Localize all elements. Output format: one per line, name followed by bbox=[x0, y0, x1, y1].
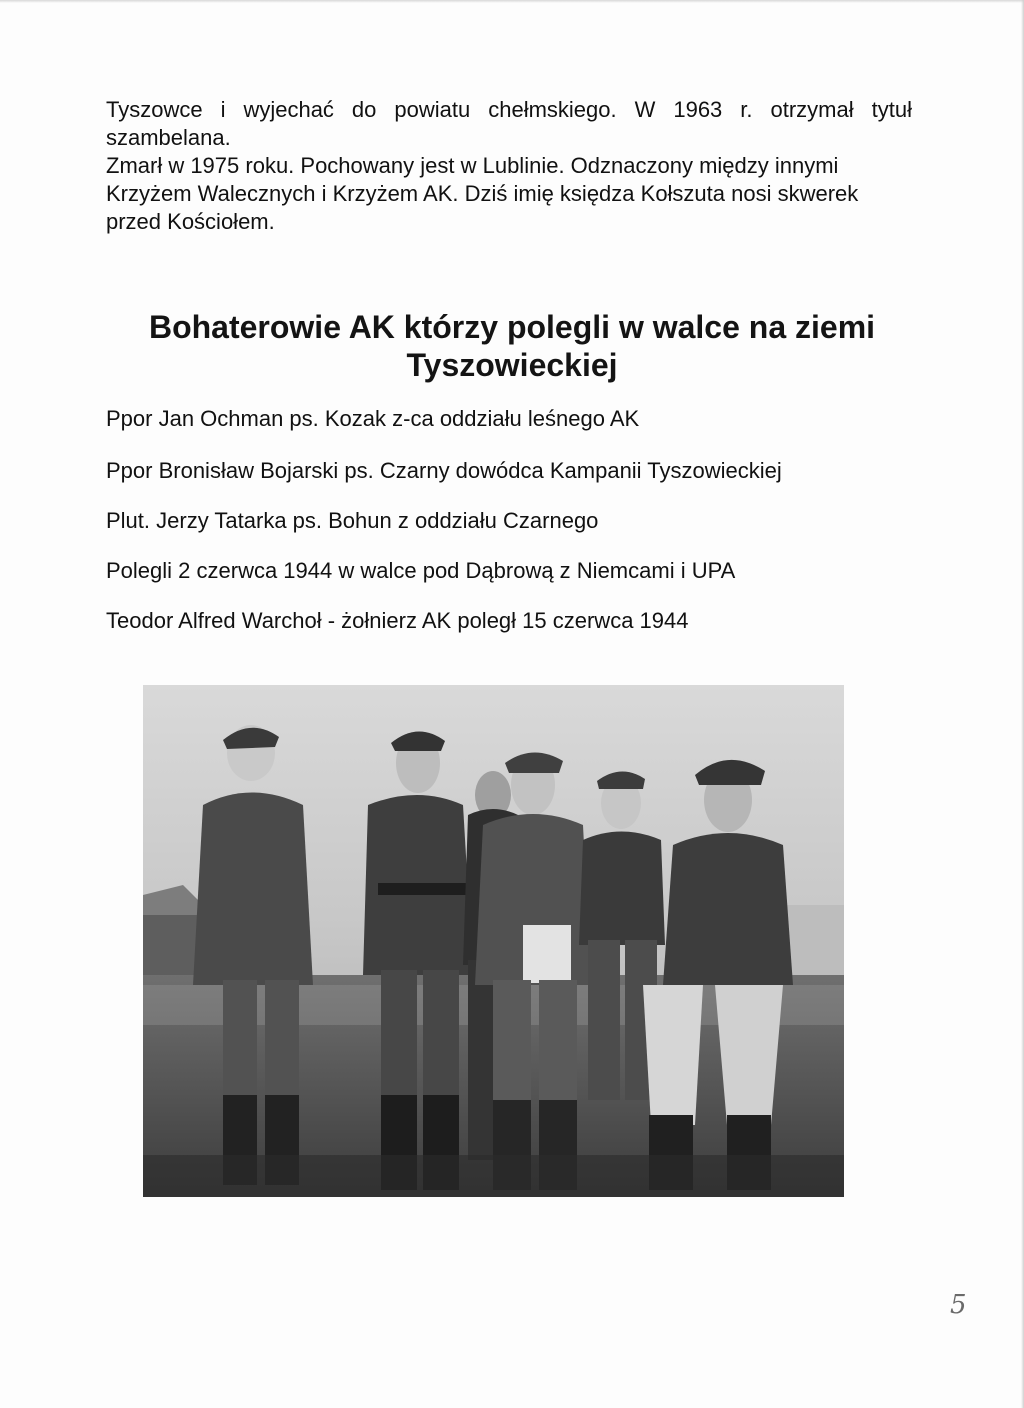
intro-line-1 bbox=[106, 96, 912, 124]
battle-note: Polegli 2 czerwca 1944 w walce pod Dąbrową z Niemcami i UPA bbox=[106, 558, 736, 583]
intro-word: r. bbox=[740, 97, 753, 122]
intro-word: i bbox=[220, 97, 226, 122]
hero-entry-ochman: Ppor Jan Ochman ps. Kozak z-ca oddziału leśnego AK bbox=[106, 406, 640, 431]
intro-word: W bbox=[634, 97, 656, 122]
intro-line-4: Krzyżem Walecznych i Krzyżem AK. Dziś imię księdza Kołszuta nosi skwerek bbox=[106, 181, 859, 206]
heading-line-1: Bohaterowie AK którzy polegli w walce na ziemi bbox=[148, 309, 876, 345]
section-heading bbox=[80, 308, 944, 384]
intro-paragraph bbox=[106, 96, 912, 236]
intro-word: 1963 bbox=[673, 97, 723, 122]
intro-word: otrzymał bbox=[770, 97, 854, 122]
heading-line-2: Tyszowieckiej bbox=[406, 347, 618, 383]
intro-line-3: Zmarł w 1975 roku. Pochowany jest w Lublinie. Odznaczony między innymi bbox=[106, 153, 839, 178]
intro-line-2: szambelana. bbox=[106, 125, 231, 150]
intro-word: do bbox=[351, 97, 377, 122]
hero-entry-warchol: Teodor Alfred Warchoł - żołnierz AK poległ 15 czerwca 1944 bbox=[106, 608, 689, 633]
intro-word: Tyszowce bbox=[106, 97, 203, 122]
intro-word: tytuł bbox=[871, 97, 912, 122]
page-number: 5 bbox=[950, 1290, 967, 1320]
intro-word: powiatu bbox=[394, 97, 471, 122]
intro-word: wyjechać bbox=[243, 97, 334, 122]
hero-entry-tatarka: Plut. Jerzy Tatarka ps. Bohun z oddziału Czarnego bbox=[106, 508, 599, 533]
hero-entry-bojarski: Ppor Bronisław Bojarski ps. Czarny dowódca Kampanii Tyszowieckiej bbox=[106, 458, 782, 483]
intro-line-5: przed Kościołem. bbox=[106, 209, 275, 234]
scan-edge-top bbox=[0, 0, 1024, 3]
group-of-soldiers-photo bbox=[143, 685, 844, 1197]
intro-word: chełmskiego. bbox=[488, 97, 617, 122]
